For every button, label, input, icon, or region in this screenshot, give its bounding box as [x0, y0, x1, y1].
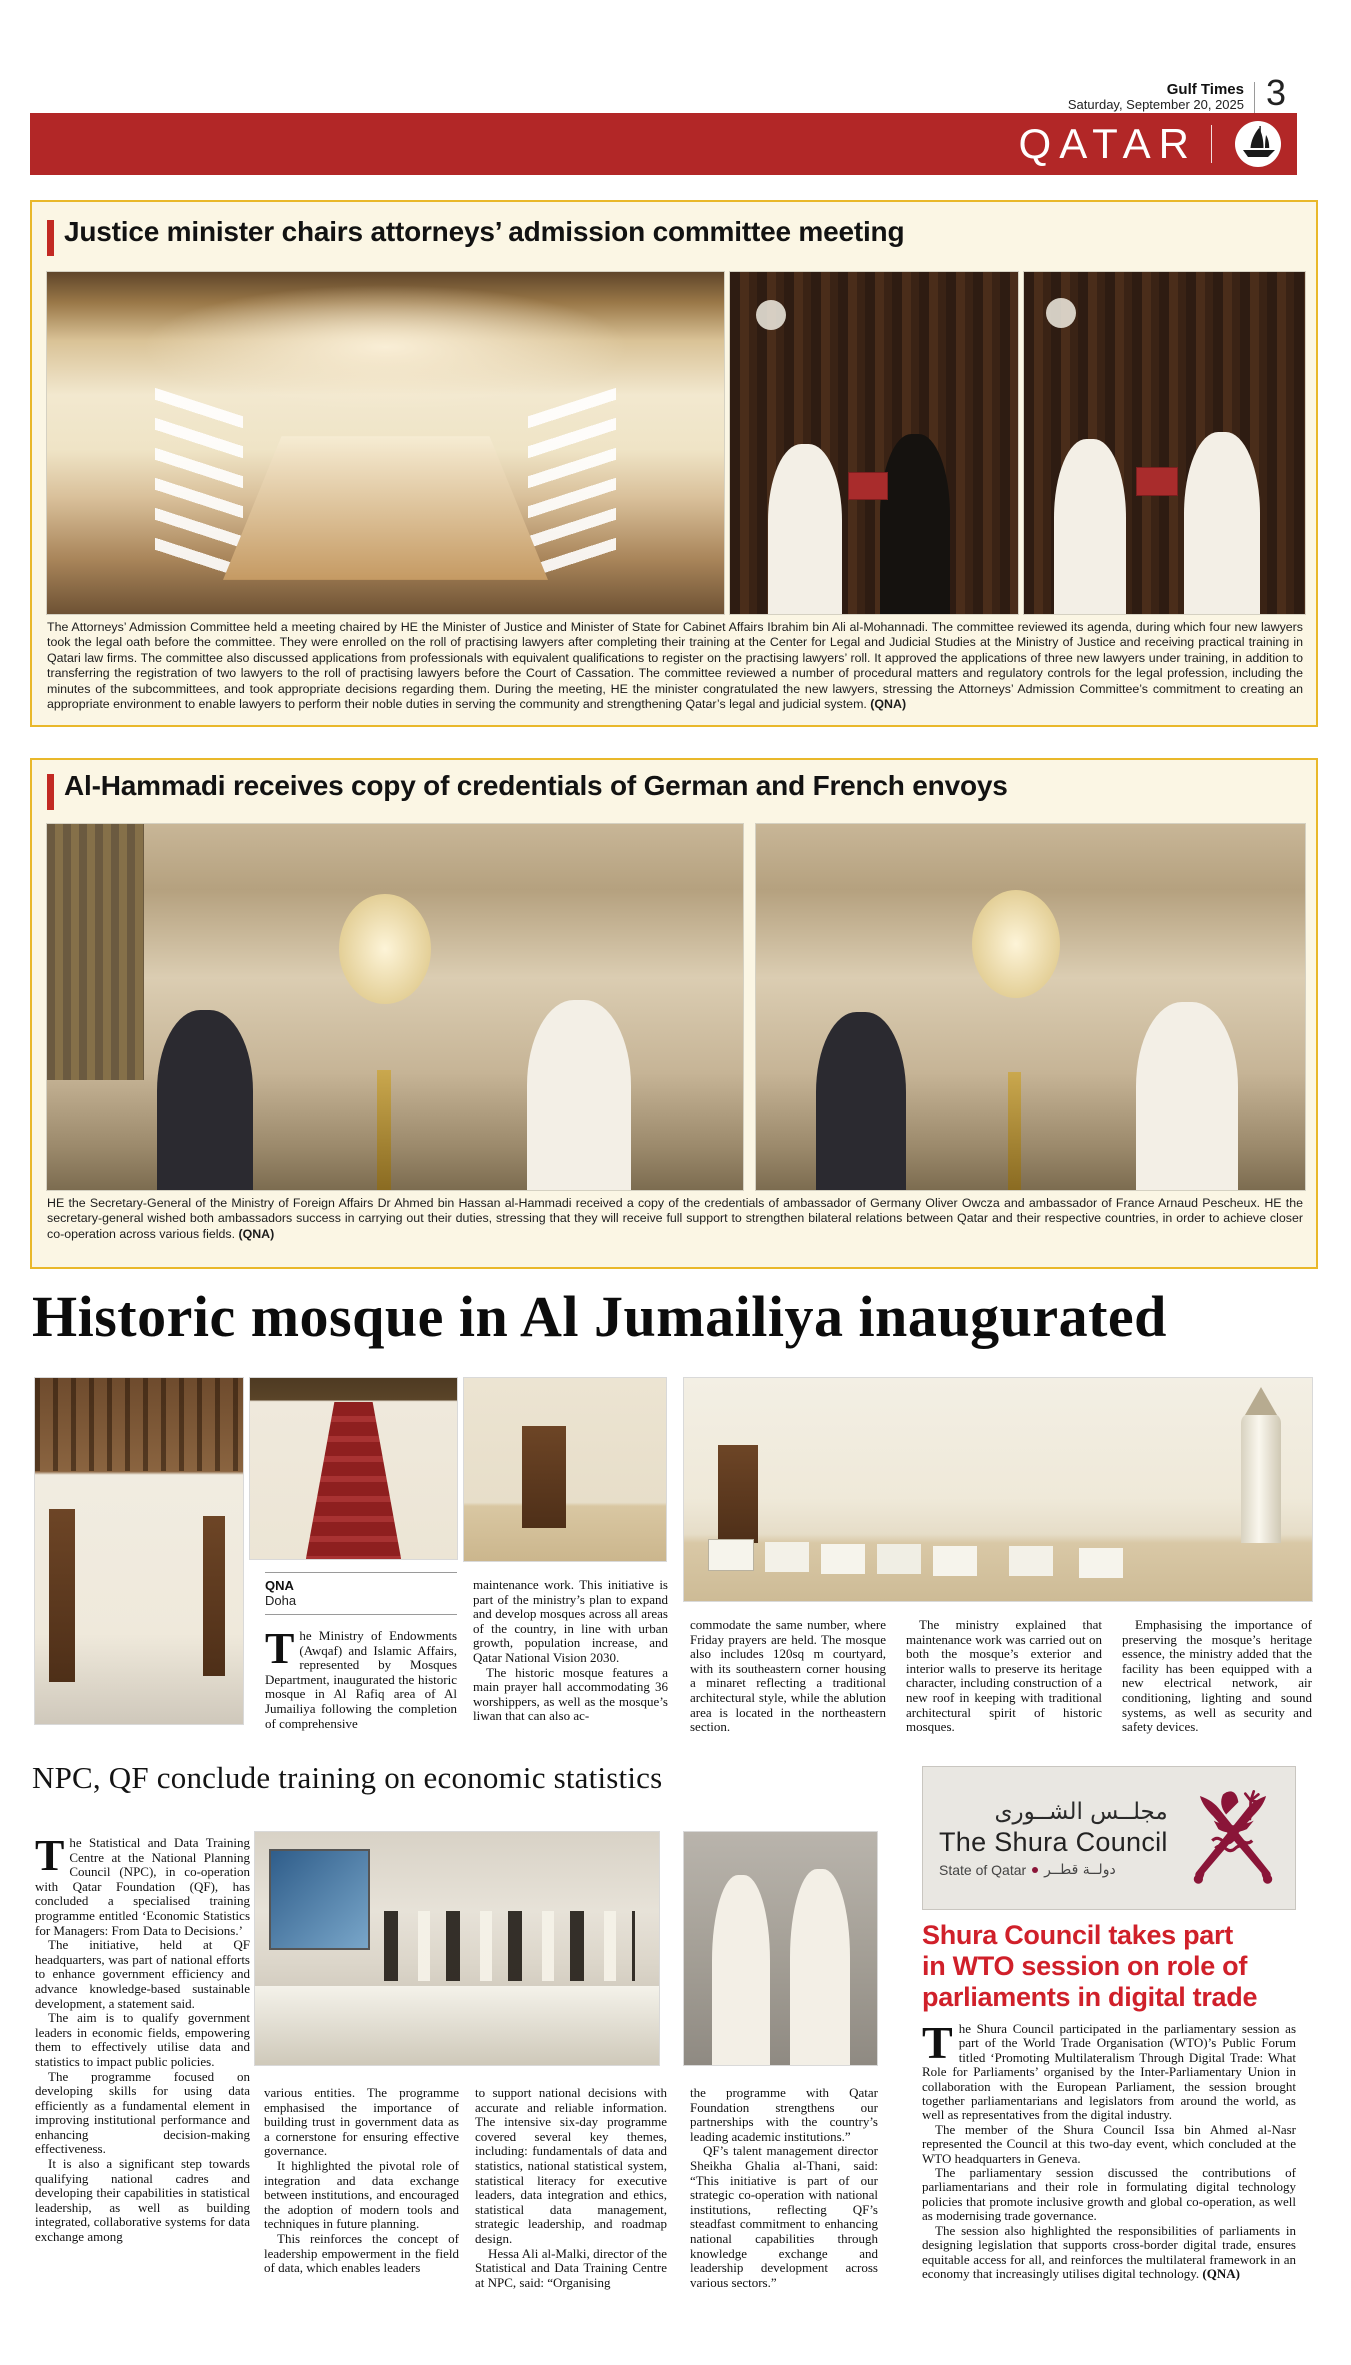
photo-red-folder	[1136, 467, 1178, 496]
photo-desks	[255, 1986, 659, 2065]
credentials-headline: Al-Hammadi receives copy of credentials of German and French envoys	[64, 770, 1008, 801]
photo-wood-doorframe	[203, 1516, 225, 1675]
article-attorneys-admission	[30, 200, 1318, 727]
photo-wall-emblem	[1046, 298, 1076, 328]
section-title: QATAR	[1018, 120, 1197, 167]
npc-column-1	[35, 1836, 250, 2336]
logo-dot	[1032, 1867, 1038, 1873]
shura-emblem-icon	[1183, 1776, 1283, 1901]
npc-col4-para1: the programme with Qatar Foundation strengthens our partnerships with the country’s leading academic institutions.”	[690, 2086, 878, 2144]
npc-col2-para1: various entities. The programme emphasised the importance of building trust in government data as a cornerstone for ensuring effective governance.	[264, 2086, 459, 2159]
shura-para3: The parliamentary session discussed the contributions of parliamentarians and their role in formulating digital technology policies that promote inclusive growth and global co-operation, as well as modernising trade governance.	[922, 2165, 1296, 2224]
npc-column-4	[690, 2086, 878, 2326]
photo-lamp	[972, 890, 1060, 998]
mosque-col5-text: Emphasising the importance of preserving the mosque’s heritage essence, the ministry added that the facility has been equipped with a new electrical network, air conditioning, lighting and sound systems, as well as security and safety devices.	[1122, 1618, 1312, 1735]
npc-col3-para1: to support national decisions with accurate and reliable information. The intensive six-day programme covered several key themes, including: fundamentals of data and statistics, national statistical system, statistical literacy for executive leaders, data integration and ethics, statistical data management, strategic leadership, and roadmap design.	[475, 2086, 667, 2246]
npc-col4-para2: QF’s talent management director Sheikha Ghalia al-Thani, said: “This initiative is part of our strategic co-operation with national institutions, reflecting QF’s steadfast commitment to enhancing national capabilities through knowledge exchange and leadership development across various sectors.”	[690, 2143, 878, 2290]
photo-lamp-stand	[1008, 1072, 1021, 1190]
shura-logo-state-arabic: دولــة قطــر	[1044, 1861, 1116, 1878]
shura-para1: he Shura Council participated in the parliamentary session as part of the World Trade Organisation (WTO)’s Public Forum titled ‘Promoting Multilateralism Through Digital Trade: What Role for Parliaments’ organised by the Inter-Parliamentary Union in collaboration with the European Parliament, the session brought together parliamentarians and legislators from around the world, as well as representatives from the digital industry.	[922, 2022, 1296, 2123]
drop-cap: T	[922, 2022, 953, 2068]
photo-figure-ambassador	[157, 1010, 253, 1190]
credentials-caption-text: HE the Secretary-General of the Ministry of Foreign Affairs Dr Ahmed bin Hassan al-Hammadi received a copy of the credentials of ambassador of Germany Oliver Owcza and ambassador of France Arnaud Pescheux. HE the secretary-general wished both ambassadors success in carrying out their duties, stressing that they will receive full support to strengthen bilateral relations between Qatar and their respective countries, in order to achieve closer co-operation across various fields.	[47, 1196, 1303, 1241]
mosque-column-3	[690, 1618, 886, 1738]
photo-figure-white-thobe	[768, 444, 842, 614]
byline-rule-bottom	[265, 1614, 457, 1615]
npc-col2-para3: This reinforces the concept of leadership empowerment in the field of data, which enables leaders	[264, 2230, 459, 2276]
photo-figure-white-thobe	[1054, 439, 1126, 614]
npc-column-3	[475, 2086, 667, 2326]
photo-mosque-interior-ceiling	[35, 1378, 243, 1724]
shura-logo-text	[939, 1799, 1168, 1878]
photo-mosque-courtyard-wall	[464, 1378, 666, 1561]
dhow-icon	[1234, 120, 1282, 168]
attorneys-caption-text: The Attorneys’ Admission Committee held a meeting chaired by HE the Minister of Justice and Minister of State for Cabinet Affairs Ibrahim bin Ali al-Mohannadi. The committee reviewed its agenda, during which four new lawyers took the legal oath before the committee. They were enrolled on the roll of practising lawyers after completing their training at the Center for Legal and Judicial Studies at the Ministry of Justice and receiving practical training in Qatari law firms. The committee also discussed applications from professionals with equivalent qualifications to register on the practising lawyers’ roll. It approved the applications of three new lawyers under training, in addition to transferring the registration of two lawyers to the roll of practising lawyers before the Court of Cassation. The committee reviewed a number of procedural matters and regulatory controls for the legal profession, including the minutes of the subcommittees, and took appropriate decisions regarding them. During the meeting, HE the minister congratulated the new lawyers, stressing the Attorneys’ Admission Committee’s commitment to creating an appropriate environment to enable lawyers to perform their noble duties in serving the community and strengthening Qatar’s legal and judicial system.	[47, 620, 1303, 712]
mosque-column-2	[473, 1578, 668, 1728]
mosque-column-5	[1122, 1618, 1312, 1753]
npc-col2-para2: It highlighted the pivotal role of integration and data exchange between institutions, and encouraged the adoption of modern tools and techniques in future planning.	[264, 2157, 459, 2232]
photo-red-carpet	[306, 1402, 401, 1559]
photo-conference-table	[223, 436, 548, 580]
photo-oath-ceremony-1	[730, 272, 1018, 614]
npc-col1-para3: The aim is to qualify government leaders in economic fields, empowering them to effectively utilise data and statistics to impact public policies.	[35, 2010, 250, 2069]
attorneys-caption	[47, 620, 1303, 712]
npc-col1-para1: he Statistical and Data Training Centre at the National Planning Council (NPC), in co-operation with Qatar Foundation (QF), has concluded a specialised training programme entitled ‘Economic Statistics for Managers: From Data to Decisions.’	[35, 1836, 250, 1938]
npc-col3-para2: Hessa Ali al-Malki, director of the Statistical and Data Training Centre at NPC, said: “Organising	[475, 2245, 667, 2290]
photo-figure-ambassador	[816, 1012, 906, 1190]
shura-para2: The member of the Shura Council Issa bin Ahmed al-Nasr represented the Council at this two-day event, which concluded at the WTO headquarters in Geneva.	[922, 2121, 1296, 2166]
npc-col1-para5: It is also a significant step towards qualifying national cadres and developing their capabilities in statistical leadership, as well as building integrated, collaborative systems for data exchange among	[35, 2156, 250, 2245]
photo-mosque-exterior	[684, 1378, 1312, 1601]
photo-figure-white-thobe	[712, 1875, 770, 2065]
photo-training-classroom	[255, 1832, 659, 2065]
photo-wall-emblem	[756, 300, 786, 330]
photo-oath-ceremony-2	[1024, 272, 1305, 614]
shura-headline-line2: in WTO session on role of	[922, 1951, 1248, 1981]
shura-logo-state-of-qatar: State of Qatar	[939, 1861, 1027, 1878]
masthead-date: Saturday, September 20, 2025	[1067, 96, 1244, 112]
mosque-byline	[265, 1572, 457, 1615]
attorneys-caption-credit: (QNA)	[870, 697, 907, 712]
photo-officials-talking	[684, 1832, 877, 2065]
headline-accent-bar	[47, 774, 54, 810]
mosque-col1-text: he Ministry of Endowments (Awqaf) and Islamic Affairs, represented by Mosques Department, inaugurated the historic mosque in Al Rafiq area of Al Jumailiya following the completion of comprehensive	[265, 1629, 457, 1731]
photo-committee-meeting-room	[47, 272, 724, 614]
shura-headline-line1: Shura Council takes part	[922, 1920, 1233, 1950]
photo-presentation-screen	[271, 1851, 368, 1949]
headline-accent-bar	[47, 220, 54, 256]
mosque-col4-text: The ministry explained that maintenance work was carried out on both the mosque’s exterior and interior walls to preserve its heritage character, including construction of a new roof in keeping with traditional architectural spirit of historic mosques.	[906, 1618, 1102, 1735]
npc-col1-para2: The initiative, held at QF headquarters, was part of national efforts to enhance government efficiency and advance knowledge-based sustainable development, a statement said.	[35, 1937, 250, 2011]
photo-wood-door	[522, 1426, 566, 1528]
shura-para4-text: The session also highlighted the responsibilities of parliaments in designing legislation that supports cross-border digital trade, ensures equitable access for all, and reinforces the multilateral framework in an economy that increasingly utilises digital technology.	[922, 2222, 1296, 2281]
shura-logo-arabic-title: مجلــس الشــورى	[994, 1798, 1168, 1825]
drop-cap: T	[265, 1629, 295, 1673]
photo-curtain	[47, 824, 144, 1080]
photo-wood-lattice	[35, 1378, 243, 1471]
attorneys-headline: Justice minister chairs attorneys’ admission committee meeting	[64, 216, 905, 247]
mosque-column-1	[265, 1629, 457, 1733]
mosque-col2-para2: The historic mosque features a main prayer hall accommodating 36 worshippers, as well as the mosque’s liwan that can also ac-	[473, 1664, 668, 1724]
shura-logo-english-title: The Shura Council	[939, 1826, 1168, 1857]
photo-german-envoy-meeting	[47, 824, 743, 1190]
banner-divider	[1211, 125, 1212, 163]
masthead	[1068, 82, 1244, 111]
photo-mosque-prayer-hall-carpet	[250, 1378, 457, 1559]
section-banner	[30, 113, 1297, 175]
photo-people-left	[155, 388, 243, 581]
mosque-col2-para1: maintenance work. This initiative is part of the ministry’s plan to expand and develop mosques across all areas of the country, in line with urban growth, population increase, and Qatar National Vision 2030.	[473, 1578, 668, 1665]
mosque-column-4	[906, 1618, 1102, 1738]
photo-wood-doorframe	[49, 1509, 75, 1682]
mosque-col3-text: commodate the same number, where Friday prayers are held. The mosque also includes 120sq m courtyard, with its southeastern corner housing a minaret reflecting a traditional architectural style, while the ablution area is located in the northeastern section.	[690, 1618, 886, 1735]
drop-cap: T	[35, 1836, 65, 1880]
npc-col1-para4: The programme focused on developing skills for using data efficiently as a fundamental element in improving institutional performance and enhancing decision-making effectiveness.	[35, 2068, 250, 2157]
credentials-caption	[47, 1196, 1303, 1242]
photo-red-folder	[848, 472, 888, 500]
shura-body	[922, 2022, 1296, 2282]
photo-lamp-stand	[377, 1070, 391, 1190]
photo-minaret	[1241, 1413, 1281, 1543]
shura-headline	[922, 1920, 1302, 2013]
masthead-title: Gulf Times	[1166, 81, 1244, 98]
mosque-headline: Historic mosque in Al Jumailiya inaugurated	[32, 1284, 1167, 1349]
npc-column-2	[264, 2086, 459, 2326]
article-credentials	[30, 758, 1318, 1269]
byline-rule-top	[265, 1572, 457, 1573]
shura-credit: (QNA)	[1202, 2265, 1240, 2281]
photo-people-right	[528, 388, 616, 581]
photo-french-envoy-meeting	[756, 824, 1305, 1190]
photo-seated-participants	[384, 1911, 635, 1981]
byline-agency: QNA	[265, 1578, 294, 1593]
npc-headline: NPC, QF conclude training on economic statistics	[32, 1760, 663, 1795]
photo-figure-white-thobe	[790, 1869, 850, 2065]
byline-city: Doha	[265, 1593, 297, 1608]
page-number: 3	[1266, 72, 1287, 113]
shura-logo-subtitle	[939, 1862, 1168, 1878]
photo-lamp	[339, 894, 431, 1004]
photo-ac-units	[709, 1540, 753, 1570]
shura-headline-line3: parliaments in digital trade	[922, 1982, 1258, 2012]
photo-figure-official	[1136, 1002, 1238, 1190]
credentials-caption-credit: (QNA)	[238, 1226, 275, 1241]
photo-figure-black-abaya	[880, 434, 950, 614]
photo-figure-white-thobe	[1184, 432, 1260, 614]
shura-para4	[922, 2224, 1296, 2282]
photo-dark-doorway	[718, 1445, 758, 1543]
photo-figure-official	[527, 1000, 631, 1190]
masthead-divider	[1254, 82, 1255, 116]
shura-council-logo	[922, 1766, 1296, 1910]
